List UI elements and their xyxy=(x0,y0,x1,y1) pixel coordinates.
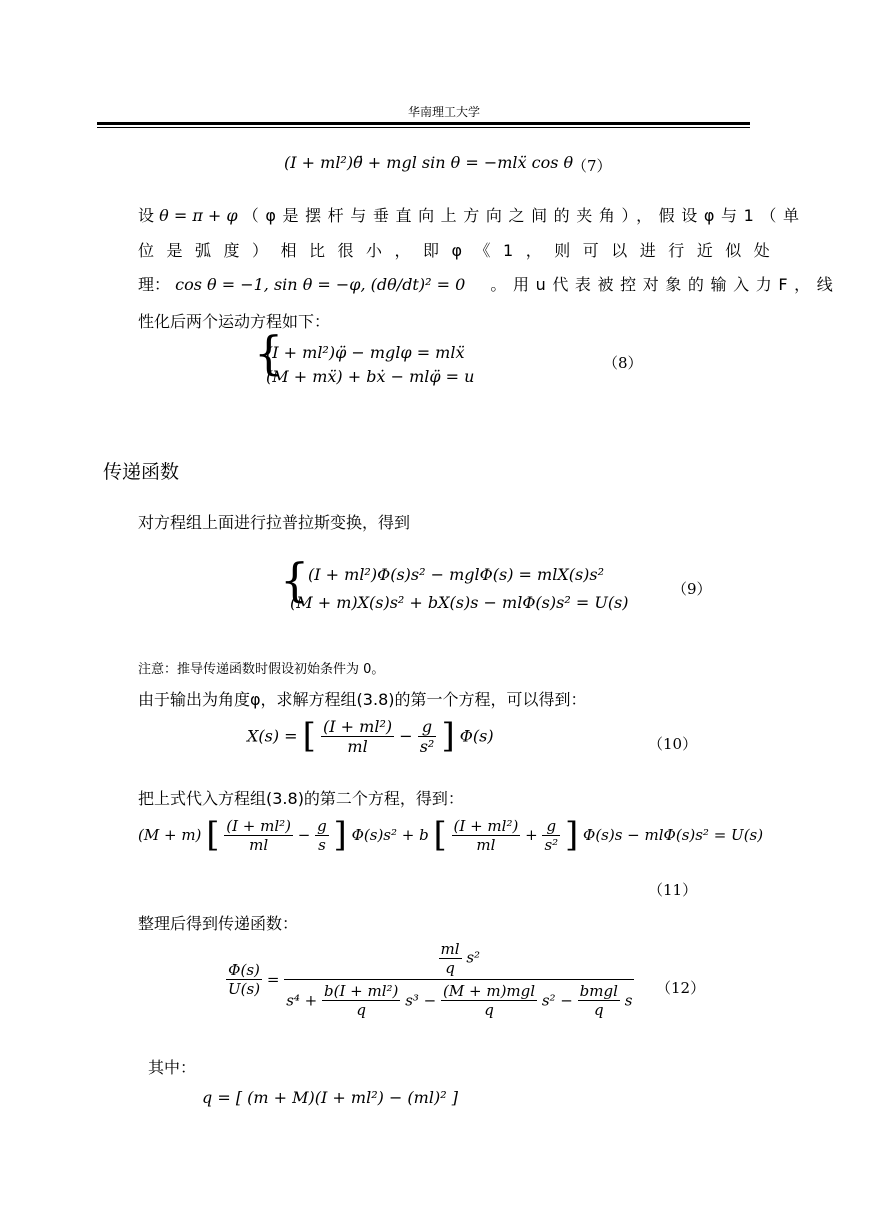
equation-8-brace: { xyxy=(254,326,284,380)
equation-8-row-1: (I + ml²)φ̈ − mglφ = mlẍ xyxy=(266,343,465,362)
equation-11-fraction-2-den: s xyxy=(318,835,326,854)
equation-12-rhs-den xyxy=(284,980,634,1019)
equation-12-d7: s xyxy=(624,991,633,1010)
equation-12-number: （12） xyxy=(656,979,706,997)
equation-10-fraction-2 xyxy=(418,717,437,756)
paragraph-1-line-2: 位是弧度）相比很小，即φ《1，则可以进行近似处 xyxy=(138,241,783,260)
equation-7-number: （7） xyxy=(572,157,612,175)
approximation-formula: cos θ = −1, sin θ = −φ, (dθ/dt)² = 0 xyxy=(175,275,466,294)
equation-12-d4-num: (M + m)mgl xyxy=(443,982,536,1000)
equation-10-fraction-1 xyxy=(321,717,394,756)
equation-10-open-bracket: [ xyxy=(302,716,316,756)
equation-10-fraction-1-den: ml xyxy=(347,736,368,756)
header-rule-thin xyxy=(97,127,750,128)
equation-12-top-fraction-num: ml xyxy=(440,940,460,958)
equation-12-d1: s⁴ + xyxy=(286,991,318,1010)
equation-12 xyxy=(226,940,634,1019)
equation-11-minus: − xyxy=(297,826,311,844)
equation-9-number: （9） xyxy=(672,580,712,598)
equation-11-fraction-4-num: g xyxy=(542,817,560,836)
paragraph-1-line-4: 性化后两个运动方程如下： xyxy=(138,312,331,331)
equation-10-close-bracket: ] xyxy=(441,716,455,756)
equation-12-rhs xyxy=(284,940,634,1019)
equation-12-lhs xyxy=(226,961,262,998)
paragraph-1-line-3-prefix: 理： xyxy=(138,275,171,294)
paragraph-1-line-3 xyxy=(138,272,839,295)
equation-11-number: （11） xyxy=(648,881,698,899)
equation-11 xyxy=(138,815,763,855)
paragraph-2: 对方程组上面进行拉普拉斯变换，得到 xyxy=(138,513,411,532)
equation-8-number: （8） xyxy=(603,354,643,372)
paragraph-1-rest: （φ是摆杆与垂直向上方向之间的夹角），假设φ与1（单 xyxy=(242,206,806,225)
equation-12-d4-den: q xyxy=(484,1001,494,1019)
equation-11-fraction-1 xyxy=(224,817,293,854)
equation-12-lhs-num: Φ(s) xyxy=(226,961,262,980)
equation-12-equals: = xyxy=(266,970,280,989)
equation-12-d6-num: bmgl xyxy=(579,982,618,1000)
equation-12-top-fraction xyxy=(439,940,462,977)
equation-12-d5: s² − xyxy=(541,991,573,1010)
theta-definition: θ = π + φ xyxy=(159,206,238,225)
equation-12-d2-num: b(I + ml²) xyxy=(324,982,399,1000)
equation-10-fraction-1-num: (I + ml²) xyxy=(323,716,393,736)
equation-12-d4 xyxy=(441,982,537,1019)
equation-11-tail: Φ(s)s − mlΦ(s)s² = U(s) xyxy=(583,826,764,844)
equation-9-row-2: (M + m)X(s)s² + bX(s)s − mlΦ(s)s² = U(s) xyxy=(290,593,629,612)
equation-10-fraction-2-den: s² xyxy=(419,736,435,756)
equation-12-d6-den: q xyxy=(593,1001,604,1019)
equation-7: (I + ml²)θ̈ + mgl sin θ = −mlẍ cos θ xyxy=(284,153,574,172)
equation-11-fraction-4-den: s² xyxy=(544,835,559,854)
equation-12-top-fraction-den: q xyxy=(445,959,455,977)
equation-11-fraction-3-num: (I + ml²) xyxy=(453,816,519,835)
paragraph-1-line-1 xyxy=(138,203,806,226)
equation-11-plus: + xyxy=(525,826,538,844)
equation-11-bracket-1-close: ] xyxy=(333,815,347,855)
equation-8-row-2: (M + mẍ) + bẋ − mlφ̈ = u xyxy=(266,367,475,386)
paragraph-1-prefix: 设 xyxy=(138,206,155,225)
equation-12-d2 xyxy=(322,982,400,1019)
equation-12-top-tail: s² xyxy=(466,948,481,967)
header-university: 华南理工大学 xyxy=(408,105,481,119)
equation-11-bracket-2-close: ] xyxy=(564,815,579,855)
paragraph-5: 整理后得到传递函数： xyxy=(138,914,299,933)
equation-11-fraction-3-den: ml xyxy=(476,835,496,854)
paragraph-3: 由于输出为角度φ，求解方程组(3.8)的第一个方程，可以得到： xyxy=(138,690,587,709)
paragraph-1-line-3-rest: 。用u代表被控对象的输入力F，线 xyxy=(490,275,840,294)
equation-11-lead: (M + m) xyxy=(138,826,202,844)
equation-12-lhs-den: U(s) xyxy=(228,980,261,998)
equation-11-fraction-1-den: ml xyxy=(249,835,269,854)
equation-12-d6 xyxy=(578,982,620,1019)
section-title: 传递函数 xyxy=(103,461,180,483)
equation-11-fraction-3 xyxy=(452,817,521,854)
equation-11-fraction-2-num: g xyxy=(317,816,327,835)
equation-11-bracket-1-open: [ xyxy=(206,815,220,855)
header-rule-thick xyxy=(97,122,750,125)
equation-10 xyxy=(247,716,494,756)
q-definition: q = [ (m + M)(I + ml²) − (ml)² ] xyxy=(202,1088,458,1107)
equation-11-mid: Φ(s)s² + b xyxy=(351,826,429,844)
equation-12-d3: s³ − xyxy=(405,991,437,1010)
equation-10-fraction-2-num: g xyxy=(418,717,437,737)
equation-11-fraction-4 xyxy=(542,817,560,854)
equation-10-lhs: X(s) = xyxy=(247,726,298,746)
paragraph-6: 其中： xyxy=(148,1058,197,1077)
equation-11-fraction-2 xyxy=(315,817,329,854)
equation-11-fraction-1-num: (I + ml²) xyxy=(226,816,292,835)
note: 注意：推导传递函数时假设初始条件为 0。 xyxy=(138,662,385,677)
equation-10-number: （10） xyxy=(648,735,698,753)
equation-10-minus: − xyxy=(399,726,413,746)
equation-12-rhs-num xyxy=(284,940,634,980)
equation-9-row-1: (I + ml²)Φ(s)s² − mglΦ(s) = mlX(s)s² xyxy=(308,565,605,584)
equation-11-bracket-2-open: [ xyxy=(433,815,447,855)
equation-10-tail: Φ(s) xyxy=(459,726,494,746)
equation-12-d2-den: q xyxy=(356,1001,367,1019)
paragraph-4: 把上式代入方程组(3.8)的第二个方程，得到： xyxy=(138,789,464,808)
equation-9-brace: { xyxy=(280,553,310,607)
